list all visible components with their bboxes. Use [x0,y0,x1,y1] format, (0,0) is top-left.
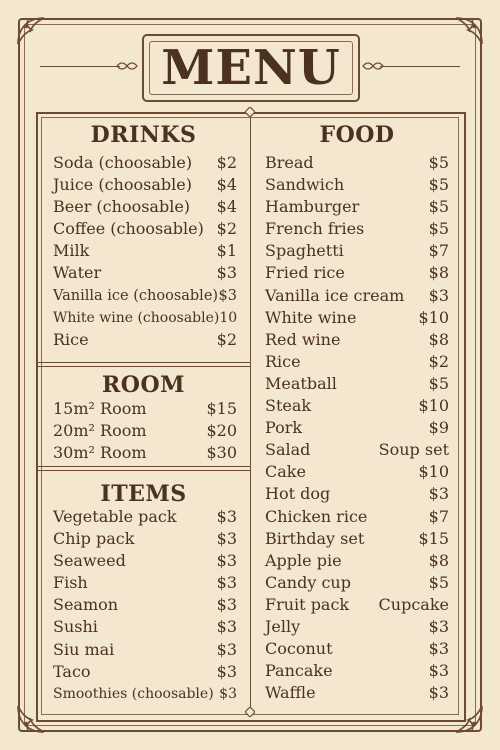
menu-item-price: $3 [216,661,237,681]
menu-item-price: $8 [428,550,449,570]
menu-item-price: $3 [428,661,449,681]
menu-item [53,420,237,442]
menu-item-name: Water [53,263,102,283]
drinks-title: DRINKS [90,122,197,148]
menu-item-name: Steak [265,396,312,416]
menu-item-price: Cupcake [378,594,449,614]
menu-item [265,218,449,240]
menu-item-price: $5 [428,153,449,172]
menu-item-name: Beer (choosable) [53,197,191,217]
food-title: FOOD [319,122,395,148]
menu-item-price: $3 [216,507,237,526]
menu-item-price: $3 [428,639,449,659]
menu-item-name: Hot dog [265,484,331,504]
menu-item-name: Red wine [265,329,341,349]
menu-item-price: Soup set [378,440,449,460]
menu-item [265,616,449,638]
menu-item [265,572,449,594]
food-list [265,152,449,704]
menu-item-name: Chip pack [53,529,135,549]
menu-item [53,307,237,329]
corner-ornament-icon [14,14,48,48]
menu-item [53,506,237,528]
section-divider [38,470,250,471]
menu-item-price: $5 [428,175,449,195]
menu-item-name: Siu mai [53,639,115,659]
menu-item-price: $3 [216,529,237,549]
menu-item-name: Sandwich [265,175,345,195]
section-divider [38,366,250,367]
menu-item [53,550,237,572]
menu-item-price: $2 [216,153,237,172]
menu-item-price: $15 [206,399,237,418]
menu-item-name: Candy cup [265,572,351,592]
menu-item-price: $10 [418,396,449,416]
menu-item-price: $4 [216,197,237,217]
menu-item-price: $3 [216,551,237,571]
menu-item-name: Vanilla ice (choosable) [53,287,219,304]
menu-item-price: $5 [428,197,449,217]
title-box [142,34,360,102]
menu-item-name: Sushi [53,617,98,637]
menu-item-price: $3 [216,573,237,593]
menu-item-name: Fried rice [265,263,345,283]
flourish-icon [116,59,138,73]
menu-item [265,307,449,329]
menu-item-name: Jelly [265,616,301,636]
menu-item-price: $3 [216,617,237,637]
drinks-list [53,152,237,351]
menu-item [53,329,237,351]
menu-item-price: $10 [418,462,449,482]
menu-item-price: $5 [428,572,449,592]
menu-item-price: $9 [428,418,449,438]
section-divider [38,466,250,467]
menu-item-name: White wine [265,307,357,327]
menu-item-price: $7 [428,241,449,261]
menu-item-name: Rice [53,329,89,349]
menu-item-price: $4 [216,175,237,195]
diamond-icon [245,707,255,717]
menu-item-name: Chicken rice [265,506,368,526]
menu-item-name: Meatball [265,373,337,393]
title-box-border [149,41,353,95]
menu-item-name: Salad [265,440,311,460]
menu-item-price: $15 [418,528,449,548]
room-title: ROOM [102,372,185,398]
menu-item-name: Hamburger [265,197,360,217]
menu-item-price: $3 [216,263,237,283]
menu-item-name: Waffle [265,683,316,703]
menu-item [265,262,449,284]
drinks-header [41,122,246,152]
menu-item-name: French fries [265,219,365,239]
food-header [252,122,462,152]
flourish-icon [362,59,384,73]
menu-item [265,660,449,682]
menu-item [53,398,237,420]
menu-item [265,417,449,439]
menu-item-price: 10 [219,309,238,326]
menu-item [53,152,237,174]
title-rule-right [380,66,460,67]
menu-item-name: Seamon [53,595,119,615]
menu-item [265,196,449,218]
menu-item [53,639,237,661]
menu-item-name: Coconut [265,639,333,659]
room-list [53,398,237,464]
menu-item [53,196,237,218]
menu-item-price: $3 [428,616,449,636]
menu-item [53,262,237,284]
menu-item-name: Fish [53,573,88,593]
menu-item-name: Milk [53,241,90,261]
menu-item [265,439,449,461]
menu-item-name: Coffee (choosable) [53,219,204,239]
menu-item-name: Apple pie [265,550,342,570]
menu-item [53,528,237,550]
menu-item [265,550,449,572]
menu-item [265,594,449,616]
menu-item-price: $5 [428,373,449,393]
title-rule-left [40,66,120,67]
menu-item-name: Spaghetti [265,241,344,261]
menu-item-name: Vanilla ice cream [265,285,405,305]
menu-item [53,442,237,464]
menu-item [53,285,237,307]
menu-item-price: $2 [216,329,237,349]
menu-item-price: $3 [216,595,237,615]
menu-item-name: Pancake [265,661,333,681]
menu-item [265,174,449,196]
menu-item-name: 30m² Room [53,443,147,463]
menu-item-price: $1 [216,241,237,261]
menu-item [265,329,449,351]
menu-item-price: $2 [216,219,237,239]
menu-item [265,506,449,528]
menu-item-name: White wine (choosable) [53,309,220,326]
menu-item-name: Juice (choosable) [53,175,192,195]
menu-item [53,218,237,240]
menu-item-name: Rice [265,351,301,371]
menu-item [265,528,449,550]
menu-item-price: $3 [219,685,237,702]
menu-item [265,638,449,660]
menu-item-name: Soda (choosable) [53,153,193,172]
menu-item-price: $20 [206,421,237,441]
menu-item [53,174,237,196]
menu-item [265,373,449,395]
menu-item-price: $3 [428,285,449,305]
menu-item-price: $8 [428,263,449,283]
menu-item-price: $3 [216,639,237,659]
column-divider [250,118,251,712]
menu-item-name: 15m² Room [53,399,147,418]
menu-item-price: $3 [218,287,237,304]
menu-item [53,572,237,594]
menu-item [53,661,237,683]
menu-item-price: $30 [206,443,237,463]
menu-item-price: $3 [428,683,449,703]
menu-item [265,461,449,483]
menu-item [265,682,449,704]
section-divider [38,362,250,363]
menu-item-name: Fruit pack [265,594,350,614]
menu-item [265,351,449,373]
menu-item-name: Smoothies (choosable) [53,685,214,702]
menu-item [53,594,237,616]
items-list [53,506,237,705]
page-title: MENU [161,40,341,96]
menu-item-name: 20m² Room [53,421,147,441]
menu-item-name: Seaweed [53,551,126,571]
menu-item-name: Cake [265,462,306,482]
menu-item [265,285,449,307]
menu-item [265,152,449,174]
menu-item-name: Birthday set [265,528,365,548]
menu-item-price: $2 [428,351,449,371]
menu-item-price: $5 [428,219,449,239]
menu-item [53,683,237,705]
menu-item-name: Pork [265,418,303,438]
menu-item-price: $10 [418,307,449,327]
menu-item [265,240,449,262]
menu-item [53,240,237,262]
menu-item-name: Bread [265,153,314,172]
menu-item [53,616,237,638]
items-title: ITEMS [100,481,187,507]
menu-item-price: $3 [428,484,449,504]
diamond-icon [245,107,255,117]
menu-item-price: $8 [428,329,449,349]
corner-ornament-icon [452,14,486,48]
menu-item-name: Taco [53,661,91,681]
menu-item-price: $7 [428,506,449,526]
menu-item [265,395,449,417]
menu-item [265,483,449,505]
menu-item-name: Vegetable pack [53,507,177,526]
